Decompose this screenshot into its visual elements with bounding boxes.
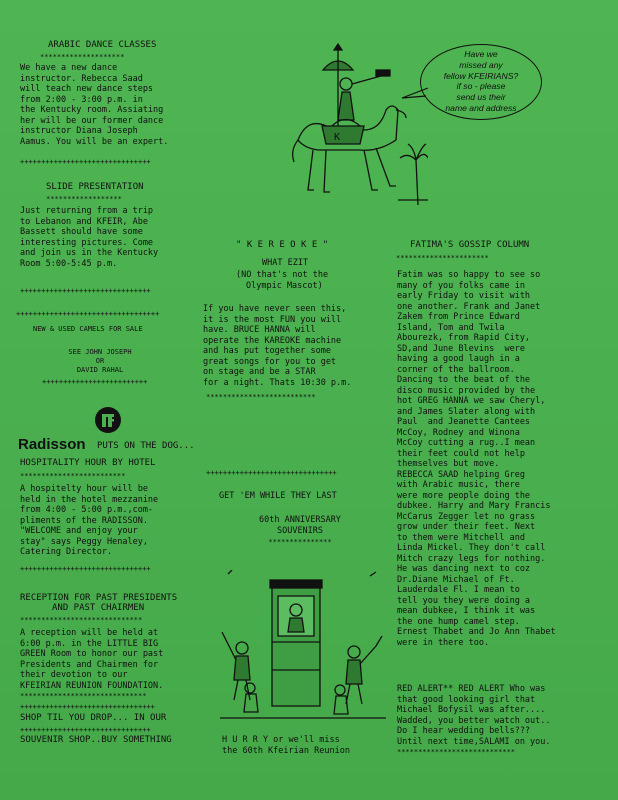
souvenirs-line-1: 60th ANNIVERSARY xyxy=(259,515,341,525)
reception-heading-1: RECEPTION FOR PAST PRESIDENTS xyxy=(20,593,178,603)
kareoke-title: " K E R E O K E " xyxy=(236,240,329,250)
gossip-stars-bottom: **************************** xyxy=(397,748,516,756)
hospitality-divider: +++++++++++++++++++++++++++++++ xyxy=(20,565,151,573)
souvenirs-stars: *************** xyxy=(268,538,332,546)
arabic-dance-heading: ARABIC DANCE CLASSES xyxy=(48,40,157,50)
souvenirs-heading: GET 'EM WHILE THEY LAST xyxy=(219,491,337,501)
camels-contact-1: SEE JOHN JOSEPH xyxy=(68,348,132,356)
gossip-red-alert: RED ALERT** RED ALERT Who was that good looking girl that Michael Bofysil was after.... Wadded, you better watch out.. Do I hear wedding bells??? Until next time,SALAMI on you. xyxy=(397,684,551,747)
slide-presentation-heading: SLIDE PRESENTATION xyxy=(46,182,144,192)
camels-contact-or: OR xyxy=(95,357,105,365)
gossip-body: Fatim was so happy to see so many of you folks came in early Friday to visit with one another. Frank and Janet Zakem from Prince Edward Island, Tom and Twila Abourezk, from Rapid City, SD,and June Blevins were having a good laugh in a corner of the ballroom. Dancing to the beat of the disco music provided by the hot GREG HANNA we saw Cheryl, and James Slater along with Paul and Jeanette Cantees McCoy, Rodney and Winona McCoy cutting a rug..I mean their feet could not help themselves but move. REBECCA SAAD helping Greg with Arabic music, there were more people doing the dubkee. Harry and Mary Francis McCarus Zegger let no grass grow under their feet. Next to them were Mitchell and Linda Mickel. They don't call Mitch crazy legs for nothing. He was dancing next to coz Dr.Diane Michael of Ft. Lauderdale Fl. I mean to tell you they were doing a mean dubkee, I think it was the one hump camel step. Ernest Thabet and Jo Ann Thabet were in there too. xyxy=(397,270,556,648)
shop-line-2: SOUVENIR SHOP..BUY SOMETHING xyxy=(20,735,172,745)
hurry-line-1: H U R R Y or we'll miss xyxy=(222,735,340,745)
svg-text:K: K xyxy=(334,132,341,143)
slide-presentation-body: Just returning from a trip to Lebanon and KFEIR, Abe Bassett should have some interesting pictures. Come and join us in the Kentucky Room 5:00-5:45 p.m. xyxy=(20,206,159,269)
reception-body: A reception will be held at 6:00 p.m. in the LITTLE BIG GREEN Room to honor our past Presidents and Chairmen for their devotion to our KFEIRIAN REUNION FOUNDATION. xyxy=(20,628,164,691)
shop-divider: +++++++++++++++++++++++++++++++ xyxy=(20,726,151,734)
kareoke-divider: +++++++++++++++++++++++++++++++ xyxy=(206,469,337,477)
radisson-logo-icon xyxy=(94,406,122,434)
souvenirs-line-2: SOUVENIRS xyxy=(276,526,324,536)
kareoke-what: WHAT EZIT xyxy=(262,258,309,268)
hospitality-body: A hospitelty hour will be held in the hotel mezzanine from 4:00 - 5:00 p.m.,com- pliments of the RADISSON. "WELCOME and enjoy your stay" says Peggy Henaley, Catering Director. xyxy=(20,484,159,557)
kareoke-body: If you have never seen this, it is the most FUN you will have. BRUCE HANNA will operate the KAREOKE machine and has put together some great songs for you to get on stage and be a STAR for a night. Thats 10:30 p.m. xyxy=(203,304,352,388)
gossip-stars: ********************** xyxy=(396,254,489,262)
hospitality-stars: ************************* xyxy=(20,472,126,480)
camels-divider-bottom: +++++++++++++++++++++++++ xyxy=(42,378,148,386)
reception-divider: ++++++++++++++++++++++++++++++++ xyxy=(20,703,155,711)
hurry-line-2: the 60th Kfeirian Reunion xyxy=(222,746,350,756)
reception-stars-2: ****************************** xyxy=(20,692,147,700)
hospitality-heading: HOSPITALITY HOUR BY HOTEL xyxy=(20,458,156,468)
gossip-heading: FATIMA'S GOSSIP COLUMN xyxy=(410,240,530,250)
slide-presentation-divider: +++++++++++++++++++++++++++++++ xyxy=(20,287,151,295)
arabic-dance-body: We have a new dance instructor. Rebecca Saad will teach new dance steps from 2:00 - 3:00 p.m. in the Kentucky room. Assiating her will be our former dance instructor Diana Joseph Aamus. You will be an expert. xyxy=(20,63,169,147)
radisson-logo-text: Radisson xyxy=(18,436,86,453)
speech-bubble-text: Have we missed any fellow KFEIRIANS? if so - please send us their name and address xyxy=(443,49,519,113)
arabic-dance-divider: +++++++++++++++++++++++++++++++ xyxy=(20,158,151,166)
camels-contact-2: DAVID RAHAL xyxy=(76,366,124,374)
shop-line-1: SHOP TIL YOU DROP... IN OUR xyxy=(20,713,167,723)
kareoke-note-1: (NO that's not the xyxy=(236,270,329,280)
souvenir-kiosk-illustration xyxy=(220,570,386,732)
reception-heading-2: AND PAST CHAIRMEN xyxy=(52,603,145,613)
slide-presentation-stars: ****************** xyxy=(46,195,122,203)
arabic-dance-stars: ******************** xyxy=(40,53,125,61)
camels-divider-top: ++++++++++++++++++++++++++++++++++ xyxy=(16,310,160,318)
reception-stars: ***************************** xyxy=(20,616,143,624)
kareoke-note-2: Olympic Mascot) xyxy=(246,281,323,291)
camels-heading: NEW & USED CAMELS FOR SALE xyxy=(33,325,143,333)
camel-rider-illustration xyxy=(268,40,428,210)
radisson-tagline: PUTS ON THE DOG... xyxy=(97,441,195,451)
kareoke-stars: ************************** xyxy=(206,393,316,401)
